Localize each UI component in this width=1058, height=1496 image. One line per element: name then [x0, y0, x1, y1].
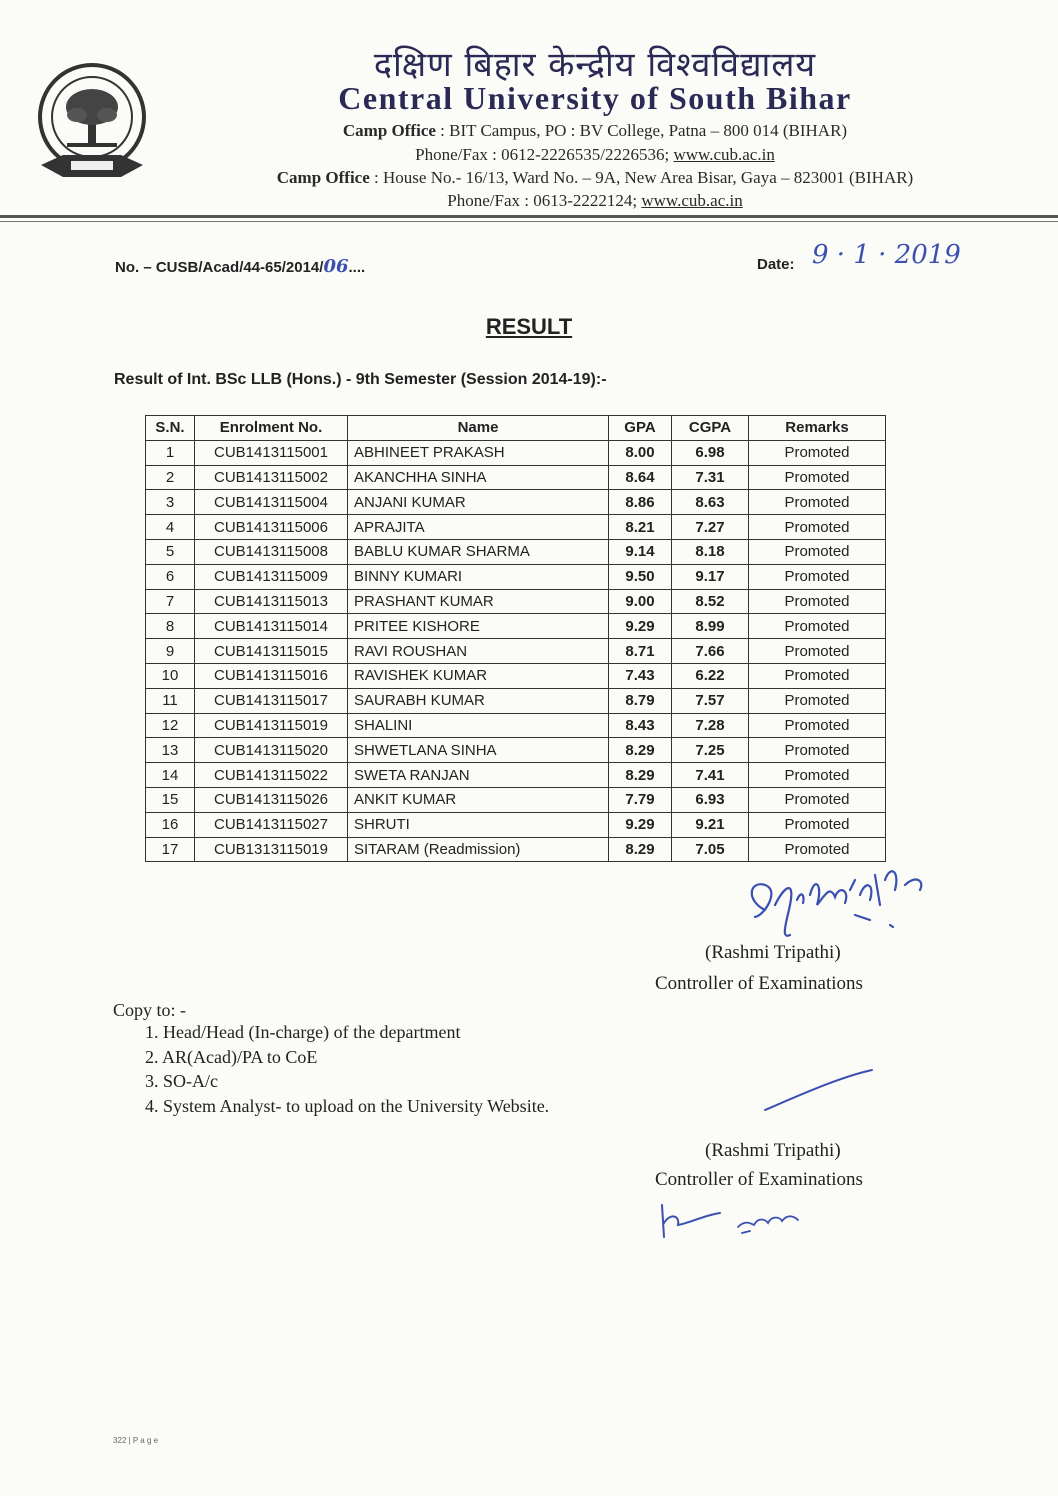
table-row	[146, 663, 886, 688]
camp-office-2-phone-text: Phone/Fax : 0613-2222124;	[447, 191, 642, 210]
university-title-english: Central University of South Bihar	[338, 80, 852, 116]
cell-cgpa: 7.57	[672, 688, 749, 713]
camp-office-2-address	[170, 168, 1020, 188]
cell-gpa: 8.29	[609, 738, 672, 763]
cell-sn: 17	[146, 837, 195, 862]
header-name: Name	[348, 416, 609, 441]
cell-cgpa: 7.25	[672, 738, 749, 763]
cell-enrolment: CUB1413115016	[195, 663, 348, 688]
table-row	[146, 440, 886, 465]
camp-office-1-phone	[170, 145, 1020, 165]
university-title-hindi: दक्षिण बिहार केन्द्रीय विश्वविद्यालय	[373, 45, 817, 85]
cell-remarks: Promoted	[749, 465, 886, 490]
cell-gpa: 8.29	[609, 763, 672, 788]
cell-remarks: Promoted	[749, 763, 886, 788]
cell-enrolment: CUB1413115027	[195, 812, 348, 837]
table-row	[146, 589, 886, 614]
cell-name: ANKIT KUMAR	[348, 787, 609, 812]
signature-scribble-icon	[735, 855, 935, 945]
reference-number	[115, 256, 365, 277]
cell-enrolment: CUB1413115006	[195, 515, 348, 540]
signatory-1-name: (Rashmi Tripathi)	[705, 942, 841, 963]
cell-sn: 9	[146, 639, 195, 664]
table-row	[146, 763, 886, 788]
cell-name: SAURABH KUMAR	[348, 688, 609, 713]
cell-enrolment: CUB1413115026	[195, 787, 348, 812]
date-label: Date:	[757, 256, 795, 273]
cell-cgpa: 8.18	[672, 539, 749, 564]
header-divider-thin	[0, 221, 1058, 222]
cell-name: SWETA RANJAN	[348, 763, 609, 788]
cell-cgpa: 7.66	[672, 639, 749, 664]
cell-sn: 12	[146, 713, 195, 738]
cell-sn: 10	[146, 663, 195, 688]
cell-cgpa: 7.05	[672, 837, 749, 862]
cell-remarks: Promoted	[749, 490, 886, 515]
cell-enrolment: CUB1413115008	[195, 539, 348, 564]
cell-enrolment: CUB1413115017	[195, 688, 348, 713]
camp-office-1-text: : BIT Campus, PO : BV College, Patna – 800 014 (BIHAR)	[440, 121, 848, 140]
cell-remarks: Promoted	[749, 688, 886, 713]
university-seal-icon	[33, 55, 151, 190]
cell-gpa: 9.29	[609, 812, 672, 837]
cell-remarks: Promoted	[749, 663, 886, 688]
cell-remarks: Promoted	[749, 738, 886, 763]
cell-cgpa: 6.98	[672, 440, 749, 465]
table-row	[146, 738, 886, 763]
cell-cgpa: 7.28	[672, 713, 749, 738]
table-row	[146, 465, 886, 490]
cell-cgpa: 7.31	[672, 465, 749, 490]
cell-sn: 6	[146, 564, 195, 589]
cell-remarks: Promoted	[749, 614, 886, 639]
cell-sn: 1	[146, 440, 195, 465]
cell-gpa: 8.29	[609, 837, 672, 862]
camp-office-2-label: Camp Office	[276, 168, 370, 187]
copy-to-label: Copy to: -	[113, 1000, 187, 1020]
table-row	[146, 515, 886, 540]
copy-to-list	[145, 1022, 549, 1120]
cell-cgpa: 8.63	[672, 490, 749, 515]
cell-name: PRASHANT KUMAR	[348, 589, 609, 614]
signatory-2-title: Controller of Examinations	[655, 1169, 863, 1190]
cell-gpa: 9.29	[609, 614, 672, 639]
cell-sn: 13	[146, 738, 195, 763]
cell-name: APRAJITA	[348, 515, 609, 540]
cell-remarks: Promoted	[749, 589, 886, 614]
cell-remarks: Promoted	[749, 837, 886, 862]
cell-sn: 5	[146, 539, 195, 564]
cell-cgpa: 6.93	[672, 787, 749, 812]
result-subheading: Result of Int. BSc LLB (Hons.) - 9th Semester (Session 2014-19):-	[114, 371, 607, 388]
table-row	[146, 614, 886, 639]
header-gpa: GPA	[609, 416, 672, 441]
cell-gpa: 7.79	[609, 787, 672, 812]
cell-sn: 4	[146, 515, 195, 540]
cell-enrolment: CUB1413115004	[195, 490, 348, 515]
cell-name: BINNY KUMARI	[348, 564, 609, 589]
cell-name: ANJANI KUMAR	[348, 490, 609, 515]
cell-sn: 7	[146, 589, 195, 614]
list-item: 2. AR(Acad)/PA to CoE	[145, 1046, 318, 1067]
table-row	[146, 564, 886, 589]
cell-name: RAVI ROUSHAN	[348, 639, 609, 664]
cell-enrolment: CUB1413115015	[195, 639, 348, 664]
list-item: 4. System Analyst- to upload on the University Website.	[145, 1095, 550, 1116]
cell-gpa: 8.43	[609, 713, 672, 738]
table-row	[146, 713, 886, 738]
cell-sn: 2	[146, 465, 195, 490]
cell-gpa: 9.00	[609, 589, 672, 614]
camp-office-2-text: : House No.- 16/13, Ward No. – 9A, New Area Bisar, Gaya – 823001 (BIHAR)	[374, 168, 914, 187]
cell-enrolment: CUB1413115002	[195, 465, 348, 490]
cell-cgpa: 8.99	[672, 614, 749, 639]
cell-gpa: 8.71	[609, 639, 672, 664]
cell-sn: 11	[146, 688, 195, 713]
camp-office-1-phone-text: Phone/Fax : 0612-2226535/2226536;	[415, 145, 674, 164]
cell-name: SHALINI	[348, 713, 609, 738]
cell-enrolment: CUB1413115013	[195, 589, 348, 614]
cell-cgpa: 6.22	[672, 663, 749, 688]
header-cgpa: CGPA	[672, 416, 749, 441]
cell-name: SHRUTI	[348, 812, 609, 837]
table-row	[146, 539, 886, 564]
cell-cgpa: 9.21	[672, 812, 749, 837]
cell-name: RAVISHEK KUMAR	[348, 663, 609, 688]
table-row	[146, 639, 886, 664]
cell-remarks: Promoted	[749, 639, 886, 664]
signatory-2-name: (Rashmi Tripathi)	[705, 1140, 841, 1161]
camp-office-1-address	[170, 121, 1020, 141]
list-item: 1. Head/Head (In-charge) of the department	[145, 1022, 461, 1042]
table-row	[146, 787, 886, 812]
cell-name: AKANCHHA SINHA	[348, 465, 609, 490]
cell-enrolment: CUB1413115009	[195, 564, 348, 589]
cell-sn: 3	[146, 490, 195, 515]
header-divider	[0, 215, 1058, 218]
table-row	[146, 812, 886, 837]
cell-enrolment: CUB1313115019	[195, 837, 348, 862]
reference-dots: ....	[348, 259, 366, 276]
camp-office-2-website-link[interactable]: www.cub.ac.in	[641, 191, 743, 210]
cell-name: SITARAM (Readmission)	[348, 837, 609, 862]
cell-gpa: 8.21	[609, 515, 672, 540]
cell-remarks: Promoted	[749, 564, 886, 589]
cell-gpa: 9.14	[609, 539, 672, 564]
cell-enrolment: CUB1413115020	[195, 738, 348, 763]
results-table-body	[146, 440, 886, 862]
cell-name: ABHINEET PRAKASH	[348, 440, 609, 465]
reference-handwritten-number: 06	[323, 256, 349, 277]
results-table	[145, 415, 886, 862]
camp-office-2-phone	[170, 191, 1020, 211]
camp-office-1-label: Camp Office	[342, 121, 436, 140]
cell-remarks: Promoted	[749, 515, 886, 540]
date-handwritten-value: 9 · 1 · 2019	[812, 240, 961, 270]
cell-sn: 8	[146, 614, 195, 639]
page-number: 322 | P a g e	[113, 1436, 159, 1445]
cell-cgpa: 7.27	[672, 515, 749, 540]
cell-sn: 16	[146, 812, 195, 837]
signature-stroke-icon	[760, 1065, 880, 1115]
camp-office-1-website-link[interactable]: www.cub.ac.in	[673, 145, 775, 164]
cell-cgpa: 9.17	[672, 564, 749, 589]
cell-gpa: 8.64	[609, 465, 672, 490]
cell-enrolment: CUB1413115001	[195, 440, 348, 465]
cell-gpa: 9.50	[609, 564, 672, 589]
table-row	[146, 490, 886, 515]
cell-cgpa: 8.52	[672, 589, 749, 614]
cell-remarks: Promoted	[749, 812, 886, 837]
cell-cgpa: 7.41	[672, 763, 749, 788]
cell-name: PRITEE KISHORE	[348, 614, 609, 639]
result-heading: RESULT	[485, 314, 573, 339]
cell-gpa: 8.86	[609, 490, 672, 515]
cell-enrolment: CUB1413115019	[195, 713, 348, 738]
cell-name: SHWETLANA SINHA	[348, 738, 609, 763]
cell-sn: 14	[146, 763, 195, 788]
cell-remarks: Promoted	[749, 787, 886, 812]
cell-remarks: Promoted	[749, 713, 886, 738]
reference-number-text: No. – CUSB/Acad/44-65/2014/	[115, 259, 324, 276]
initials-scribble-icon	[650, 1195, 840, 1245]
cell-remarks: Promoted	[749, 539, 886, 564]
cell-gpa: 7.43	[609, 663, 672, 688]
header-remarks: Remarks	[749, 416, 886, 441]
table-row	[146, 688, 886, 713]
cell-enrolment: CUB1413115014	[195, 614, 348, 639]
cell-sn: 15	[146, 787, 195, 812]
header-enrolment: Enrolment No.	[195, 416, 348, 441]
cell-remarks: Promoted	[749, 440, 886, 465]
list-item: 3. SO-A/c	[145, 1071, 218, 1091]
header-sn: S.N.	[146, 416, 195, 441]
cell-gpa: 8.79	[609, 688, 672, 713]
cell-gpa: 8.00	[609, 440, 672, 465]
table-header-row	[146, 416, 886, 441]
cell-name: BABLU KUMAR SHARMA	[348, 539, 609, 564]
cell-enrolment: CUB1413115022	[195, 763, 348, 788]
signatory-1-title: Controller of Examinations	[655, 973, 863, 994]
